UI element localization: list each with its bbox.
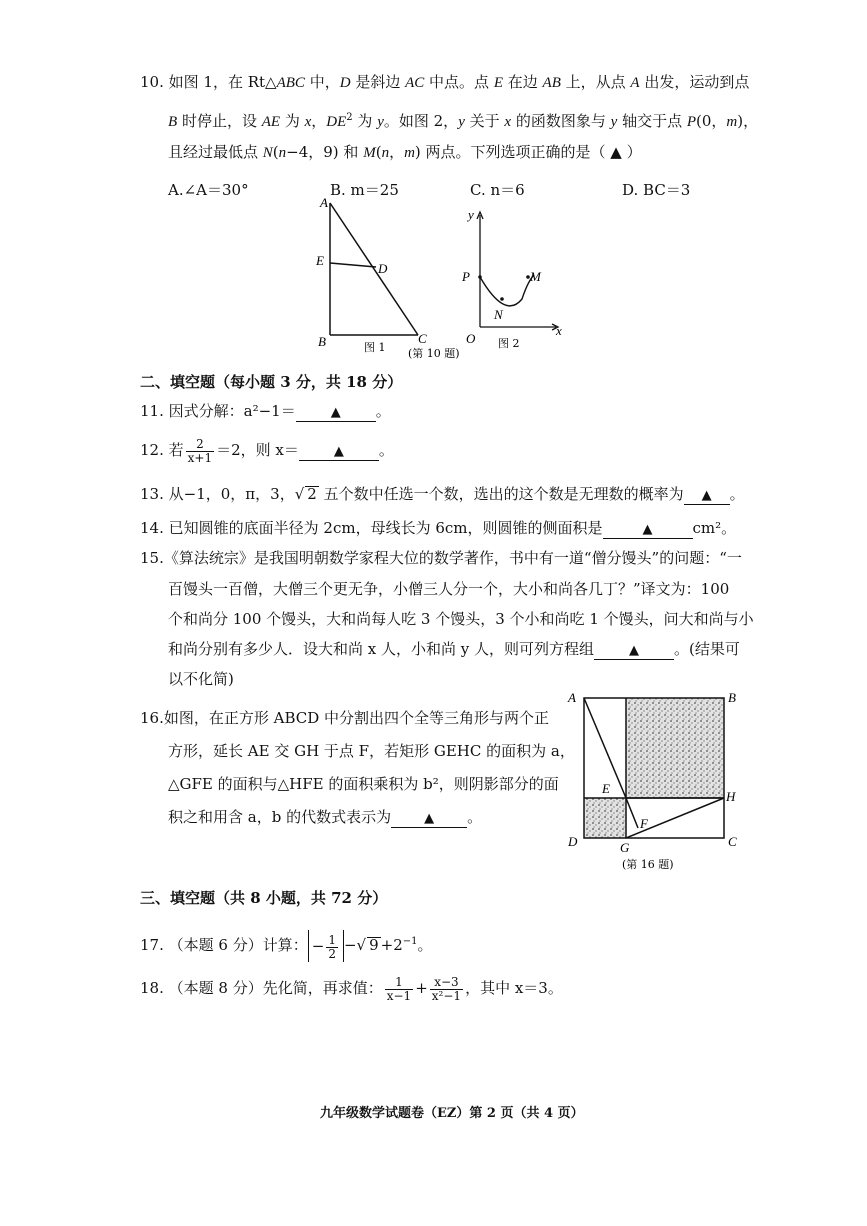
q10-fig-caption: (第 10 题) (408, 347, 460, 360)
fig16-label-a: A (568, 690, 576, 705)
question-number: 18. (140, 979, 164, 997)
question-number: 10. (140, 73, 164, 91)
q10-line2: B 时停止，设 AE 为 x，$DE^2$ 为 y。如图 2，y 关于 x 的函数图象与 y 轴交于点 P(0，m)， (168, 112, 759, 130)
q12: 12. 若 $\frac{2}{x+1}$ ＝2，则 x＝ ▲ 。 (140, 436, 394, 465)
q16-fig-caption: (第 16 题) (622, 858, 674, 871)
absolute-value: − $\frac{1}{2}$ (308, 930, 344, 962)
q10-fig2-axes (477, 212, 558, 330)
q11: 11. 因式分解：a²−1＝ ▲ 。 (140, 402, 391, 420)
q10-line1: 10. 如图 1，在 Rt△ABC 中，D 是斜边 AC 中点。点 E 在边 AB 上，从点 A 出发，运动到点 (140, 73, 750, 91)
fig2-label-n: N (494, 307, 503, 322)
answer-blank[interactable]: ▲ (603, 522, 693, 539)
q16-line3: △GFE 的面积与△HFE 的面积乘积为 b²，则阴影部分的面 (168, 775, 559, 793)
fig16-label-d: D (568, 834, 578, 849)
q10-option-d[interactable]: D. BC＝3 (622, 181, 691, 199)
fig2-caption: 图 2 (498, 337, 520, 350)
fig16-label-c: C (728, 834, 737, 849)
q13: 13. 从−1，0，π，3，√ 2 五个数中任选一个数，选出的这个数是无理数的概率为 ▲ 。 (140, 485, 745, 503)
fig16-label-f: F (640, 816, 648, 831)
fraction: $\frac{2}{x+1}$ (187, 436, 213, 465)
answer-blank[interactable]: ▲ (594, 643, 674, 660)
fig1-label-c: C (418, 331, 427, 346)
answer-blank[interactable]: ▲ (299, 444, 379, 461)
question-number: 16. (140, 709, 164, 727)
q10-figure (300, 195, 580, 365)
fig1-label-e: E (316, 253, 324, 268)
fig2-label-y: y (468, 207, 474, 222)
fraction-1: $\frac{1}{x-1}$ (386, 974, 412, 1003)
answer-blank[interactable]: ▲ (684, 488, 730, 505)
shaded-square-small (584, 798, 626, 838)
q10-line3: 且经过最低点 N(n−4，9) 和 M(n，m) 两点。下列选项正确的是（ ▲ ） (168, 143, 642, 161)
fig2-label-p: P (462, 269, 470, 284)
q16-figure (562, 684, 750, 874)
fig16-label-b: B (728, 690, 736, 705)
q16-line2: 方形，延长 AE 交 GH 于点 F，若矩形 GEHC 的面积为 a， (168, 742, 575, 760)
q15-line2: 百馒头一百僧，大僧三个更无争，小僧三人分一个，大小和尚各几丁？”译文为：100 (168, 580, 730, 598)
q10-fig2-curve (480, 275, 534, 306)
q16-line1: 16.如图，在正方形 ABCD 中分割出四个全等三角形与两个正 (140, 709, 550, 727)
q17: 17. （本题 6 分）计算： − $\frac{1}{2}$ −√ $9 +2^{-1}$。 (140, 926, 433, 962)
q18: 18. （本题 8 分）先化简，再求值： $\frac{1}{x-1}$ + $\frac{x-3}{\text{x²−1}}$ ，其中 x＝3。 (140, 974, 563, 1003)
fig2-point-p (478, 275, 482, 279)
fig16-label-h: H (726, 789, 736, 804)
question-number: 13. (140, 485, 164, 503)
fig16-label-e: E (602, 781, 610, 796)
q15-line1: 15.《算法统宗》是我国明朝数学家程大位的数学著作，书中有一道“僧分馒头”的问题：“一 (140, 549, 742, 567)
fig1-caption: 图 1 (364, 341, 386, 354)
answer-blank[interactable]: ▲ (391, 811, 467, 828)
fig2-label-o: O (466, 331, 476, 346)
q10-option-b[interactable]: B. m＝25 (330, 181, 399, 199)
fig1-label-b: B (318, 334, 326, 349)
q15-line3: 个和尚分 100 个馒头，大和尚每人吃 3 个馒头，3 个小和尚吃 1 个馒头，问大和尚与小 (168, 610, 754, 628)
question-number: 15. (140, 549, 164, 567)
question-number: 11. (140, 402, 164, 420)
q10-fig1-triangle (330, 203, 418, 335)
question-number: 17. (140, 936, 164, 954)
section-2-title: 二、填空题（每小题 3 分，共 18 分） (140, 373, 403, 391)
q10-option-a[interactable]: A.∠A＝30° (168, 181, 249, 199)
question-number: 14. (140, 519, 164, 537)
fig1-label-a: A (320, 195, 328, 210)
q15-line5: 以不化简) (168, 670, 234, 688)
fraction-2: $\frac{x-3}{\text{x²−1}}$ (431, 974, 462, 1003)
q16-line4: 积之和用含 a，b 的代数式表示为 ▲ 。 (168, 808, 483, 826)
page-footer: 九年级数学试题卷（EZ）第 2 页（共 4 页） (320, 1106, 584, 1121)
answer-blank[interactable]: ▲ (296, 405, 376, 422)
question-number: 12. (140, 441, 164, 459)
fig1-label-d: D (378, 261, 388, 276)
fig16-label-g: G (620, 840, 630, 855)
q15-line4: 和尚分别有多少人．设大和尚 x 人，小和尚 y 人，则可列方程组 ▲ 。(结果可 (168, 640, 740, 658)
q10-option-c[interactable]: C. n＝6 (470, 181, 525, 199)
q14: 14. 已知圆锥的底面半径为 2cm，母线长为 6cm，则圆锥的侧面积是 ▲ cm²。 (140, 519, 737, 537)
shaded-square-large (626, 698, 724, 798)
section-3-title: 三、填空题（共 8 小题，共 72 分） (140, 889, 388, 907)
fig2-point-n (500, 297, 504, 301)
fig2-label-m: M (530, 269, 541, 284)
fig2-label-x: x (556, 323, 562, 338)
